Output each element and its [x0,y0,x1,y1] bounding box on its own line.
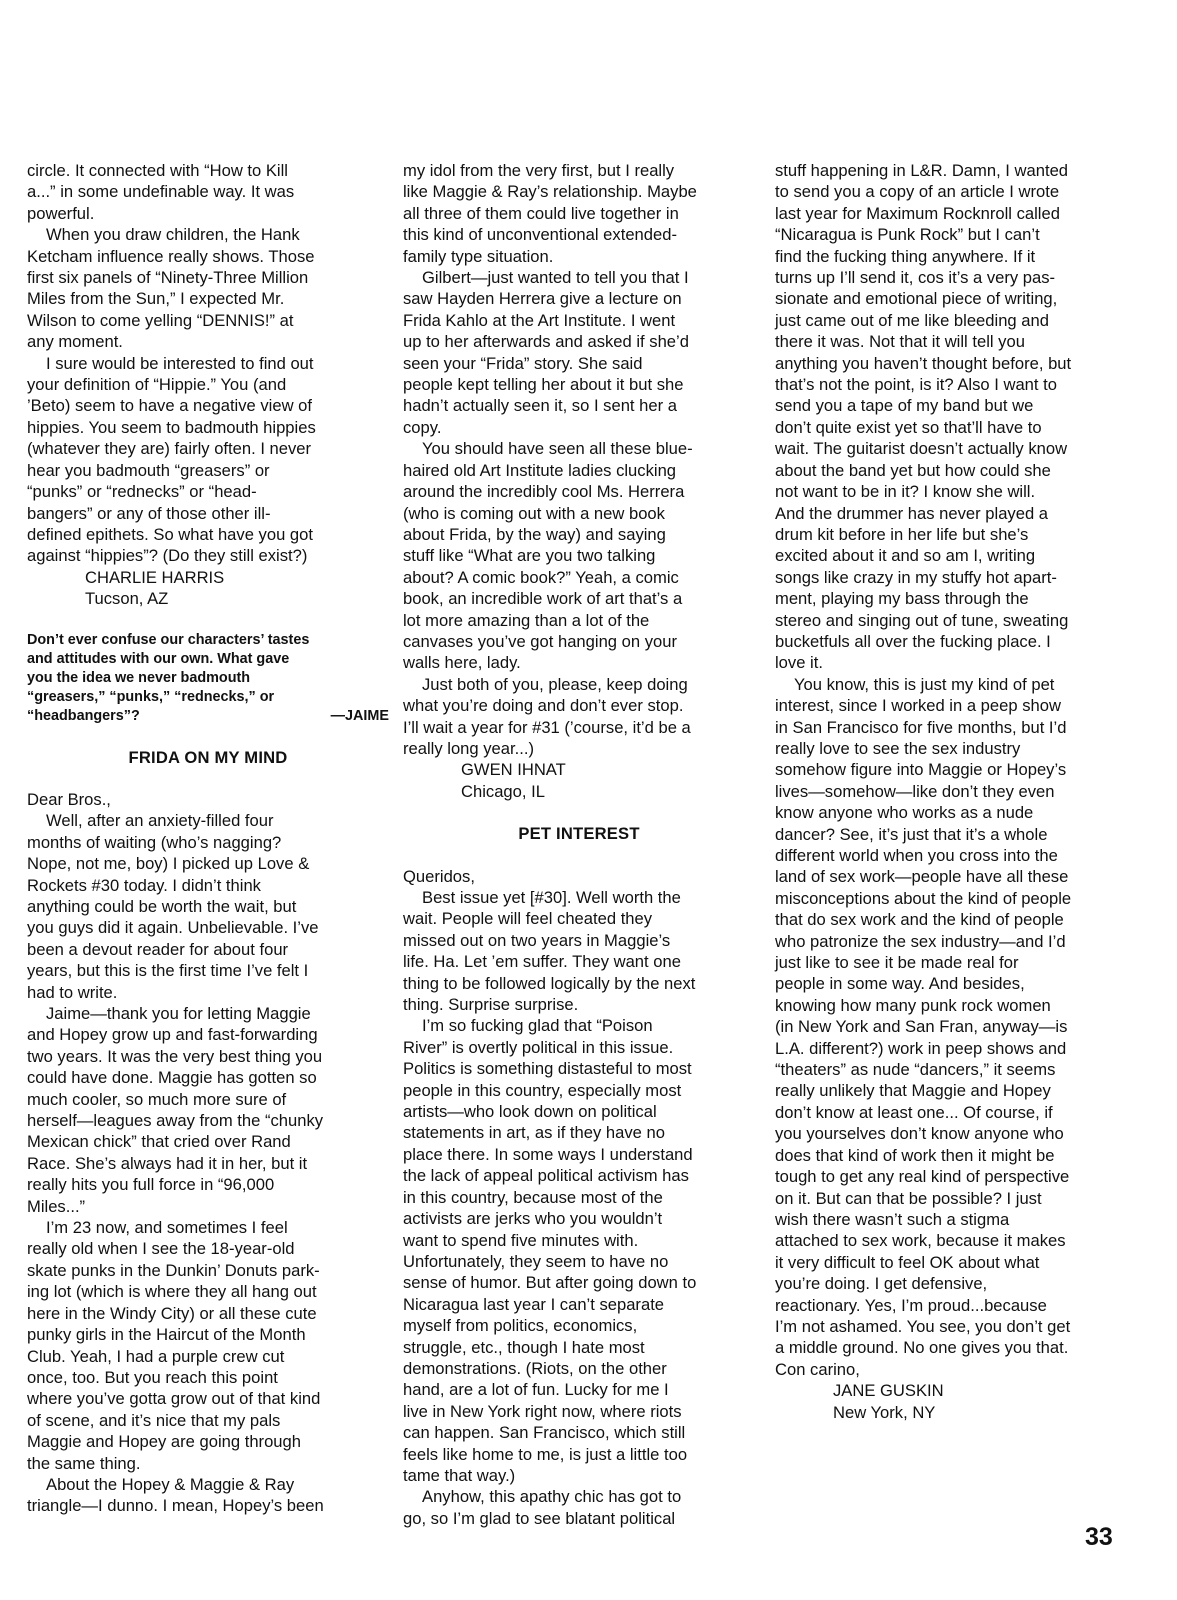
text-line: two years. It was the very best thing you [27,1046,323,1066]
text-line: the lack of appeal political activism has [403,1166,689,1186]
text-line: I’m so fucking glad that “Poison [422,1016,653,1036]
text-line: sense of humor. But after going down to [403,1273,697,1293]
text-line: (who is coming out with a new book [403,503,665,523]
text-line: “theaters” as nude “dancers,” it seems [775,1060,1056,1080]
text-line: wait. The guitarist doesn’t actually know [775,439,1068,459]
text-line: Race. She’s always had it in her, but it [27,1153,308,1173]
text-line: Ketcham influence really shows. Those [27,246,315,266]
text-line: tough to get any real kind of perspective [775,1167,1070,1187]
reply-line: “greasers,” “punks,” “rednecks,” or [27,688,275,705]
text-line: seen your “Frida” story. She said [403,353,643,373]
text-line: About the Hopey & Maggie & Ray [46,1474,295,1494]
text-line: River” is overtly political in this issue. [403,1037,674,1057]
text-line: Unfortunately, they seem to have no [403,1251,669,1271]
text-line: send you a tape of my band but we [775,396,1034,416]
text-line: book, an incredible work of art that’s a [403,589,683,609]
text-line: once, too. But you reach this point [27,1367,278,1387]
text-line: against “hippies”? (Do they still exist?) [27,546,308,566]
text-line: I’m not ashamed. You see, you don’t get [775,1316,1071,1336]
text-line: artists—who look down on political [403,1102,657,1122]
letter-pet-interest-continued [775,160,1133,1380]
text-line: I’m 23 now, and sometimes I feel [46,1218,288,1238]
text-line: interest, since I worked in a peep show [775,696,1061,716]
text-line: activists are jerks who you wouldn’t [403,1209,663,1229]
text-line: Queridos, [403,866,475,886]
signature-location: Tucson, AZ [85,589,169,609]
signature-name: CHARLIE HARRIS [85,567,225,587]
text-line: a middle ground. No one gives you that. [775,1338,1069,1358]
text-line: like Maggie & Ray’s relationship. Maybe [403,182,697,202]
text-line: want to spend five minutes with. [403,1230,639,1250]
text-line: I sure would be interested to find out [46,353,314,373]
text-line: knowing how many punk rock women [775,995,1051,1015]
text-line: really old when I see the 18-year-old [27,1239,295,1259]
text-line: that do sex work and the kind of people [775,910,1064,930]
text-line: here in the Windy City) or all these cute [27,1303,317,1323]
text-line: it very difficult to feel OK about what [775,1252,1040,1272]
text-line: last year for Maximum Rocknroll called [775,203,1060,223]
text-line: land of sex work—people have all these [775,867,1069,887]
text-line: Maggie and Hopey are going through [27,1432,301,1452]
text-line: different world when you cross into the [775,846,1058,865]
text-line: Just both of you, please, keep doing [422,674,688,694]
text-line: wish there wasn’t such a stigma [775,1209,1010,1229]
text-line: L.A. different?) work in peep shows and [775,1038,1067,1058]
text-line: you guys did it again. Unbelievable. I’ve [27,918,319,938]
text-line: to send you a copy of an article I wrote [775,182,1060,202]
text-line: (in New York and San Fran, anyway—is [775,1017,1068,1037]
text-line: powerful. [27,203,95,223]
text-line: about the band yet but how could she [775,460,1051,480]
letter-charlie-harris-body [27,160,389,567]
text-line: reactionary. Yes, I’m proud...because [775,1295,1047,1315]
section-heading-frida: FRIDA ON MY MIND [128,747,288,767]
text-line: feels like home to me, is just a little too [403,1444,688,1464]
text-line: Miles...” [27,1196,86,1216]
text-line: can happen. San Francisco, which still [403,1423,686,1443]
text-line: does that kind of work then it might be [775,1145,1055,1165]
reply-line: and attitudes with our own. What gave [27,650,290,667]
text-line: years, but this is the first time I’ve felt I [27,961,309,981]
text-line: people in this country, especially most [403,1080,682,1100]
text-line: could have done. Maggie has gotten so [27,1068,317,1088]
text-line: know anyone who works as a nude [775,803,1034,823]
text-line: stereo and singing out of tune, sweating [775,610,1069,630]
text-line: ’Beto) seem to have a negative view of [27,396,313,416]
text-line: attached to sex work, because it makes [775,1231,1066,1251]
column-1 [27,160,389,1517]
text-line: family type situation. [403,246,554,266]
reply-signature: —JAIME [330,707,389,724]
text-line: what you’re doing and don’t ever stop. [403,696,684,716]
text-line: people in some way. And besides, [775,974,1025,994]
text-line: sionate and emotional piece of writing, [775,289,1058,309]
text-line: stuff happening in L&R. Damn, I wanted [775,161,1069,180]
text-line: been a devout reader for about four [27,939,289,959]
text-line: herself—leagues away from the “chunky [27,1111,324,1131]
text-line: in San Francisco for five months, but I’d [775,717,1067,737]
text-line: thing. Surprise surprise. [403,995,579,1015]
text-line: really long year...) [403,738,534,758]
reply-line: “headbangers”? —JAIME [27,707,389,724]
text-line: much cooler, so much more sure of [27,1089,287,1109]
text-line: really unlikely that Maggie and Hopey [775,1081,1051,1101]
text-line: up to her afterwards and asked if she’d [403,332,689,352]
text-line: hand, are a lot of fun. Lucky for me I [403,1380,669,1400]
text-line: not want to be in it? I know she will. [775,482,1036,502]
text-line: people kept telling her about it but she [403,375,684,395]
text-line: Politics is something distasteful to most [403,1059,692,1079]
text-line: And the drummer has never played a [775,503,1049,523]
text-line: wait. People will feel cheated they [403,909,653,929]
text-line: (whatever they are) fairly often. I never [27,439,312,459]
text-line: defined epithets. So what have you got [27,524,313,544]
text-line: haired old Art Institute ladies clucking [403,460,677,480]
text-line: about? A comic book?” Yeah, a comic [403,567,679,587]
text-line: thing to be followed logically by the next [403,973,696,993]
text-line: really hits you full force in “96,000 [27,1175,275,1195]
text-line: on it. But can that be possible? I just [775,1188,1042,1208]
text-line: anything could be worth the wait, but [27,896,297,916]
text-line: copy. [403,417,442,437]
text-line: Well, after an anxiety-filled four [46,811,274,831]
text-line: Rockets #30 today. I didn’t think [27,875,261,895]
text-line: place there. In some ways I understand [403,1144,693,1164]
text-line: walls here, lady. [403,653,521,673]
reply-line: you the idea we never badmouth [27,669,251,686]
text-line: Nicaragua last year I can’t separate [403,1294,665,1314]
column-3 [775,160,1133,1423]
text-line: just like to see it be made real for [775,953,1019,973]
text-line: and Hopey grow up and fast-forwarding [27,1025,318,1045]
text-line: “punks” or “rednecks” or “head- [27,482,257,502]
text-line: Frida Kahlo at the Art Institute. I went [403,310,676,330]
letter-frida-body [27,789,389,1517]
text-line: drum kit before in her life but she’s [775,524,1029,544]
text-line: Mexican chick” that cried over Rand [27,1132,291,1152]
text-line: You should have seen all these blue- [422,439,693,459]
text-line: canvases you’ve got hanging on your [403,631,677,651]
text-line: hippies. You seem to badmouth hippies [27,417,316,437]
text-line: Nope, not me, boy) I picked up Love & [27,854,310,874]
text-line: your definition of “Hippie.” You (and [27,375,287,395]
text-line: the same thing. [27,1453,141,1473]
text-line: turns up I’ll send it, cos it’s a very pas- [775,268,1056,288]
text-line: this kind of unconventional extended- [403,225,677,245]
text-line: bucketfuls all over the fucking place. I [775,631,1051,651]
text-line: first six panels of “Ninety-Three Million [27,268,309,288]
text-line: lot more amazing than a lot of the [403,610,650,630]
text-line: of scene, and it’s nice that my pals [27,1410,281,1430]
text-line: songs like crazy in my stuffy hot apart- [775,567,1057,587]
text-line: love it. [775,653,823,673]
text-line: really love to see the sex industry [775,738,1021,758]
text-line: Miles from the Sun,” I expected Mr. [27,289,285,309]
text-line: ing lot (which is where they all hang out [27,1282,317,1302]
text-line: ment, playing my bass through the [775,589,1029,609]
text-line: bangers” or any of those other ill- [27,503,271,523]
text-line: anything you haven’t thought before, but [775,353,1072,373]
text-line: Best issue yet [#30]. Well worth the [422,888,681,907]
column-2 [403,160,755,1529]
text-line: you’re doing. I get defensive, [775,1274,988,1294]
text-line: myself from politics, economics, [403,1316,638,1336]
text-line: Gilbert—just wanted to tell you that I [422,268,689,288]
signature-location: New York, NY [833,1402,936,1422]
text-line: I’ll wait a year for #31 (’course, it’d be a [403,717,691,737]
text-line: a...” in some undefinable way. It was [27,182,295,202]
text-line: who patronize the sex industry—and I’d [775,931,1066,951]
text-line: there it was. Not that it will tell you [775,332,1025,352]
reply-line: Don’t ever confuse our characters’ tastes [27,631,310,648]
text-line: Dear Bros., [27,789,111,809]
text-line: stuff like “What are you two talking [403,546,656,566]
text-line: saw Hayden Herrera give a lecture on [403,289,682,309]
text-line: punky girls in the Haircut of the Month [27,1325,306,1345]
text-line: misconceptions about the kind of people [775,888,1072,908]
text-line: that’s not the point, is it? Also I want to [775,375,1057,395]
text-line: Con carino, [775,1359,860,1379]
text-line: missed out on two years in Maggie’s [403,930,671,950]
text-line: any moment. [27,332,123,352]
text-line: triangle—I dunno. I mean, Hopey’s been [27,1496,324,1516]
text-line: all three of them could live together in [403,203,679,223]
text-line: don’t know at least one... Of course, if [775,1102,1053,1122]
text-line: go, so I’m glad to see blatant political [403,1508,676,1528]
text-line: When you draw children, the Hank [46,225,300,245]
text-line: find the fucking thing anywhere. If it [775,246,1036,266]
text-line: hadn’t actually seen it, so I sent her a [403,396,677,416]
text-line: Club. Yeah, I had a purple crew cut [27,1346,285,1366]
text-line: live in New York right now, where riots [403,1401,682,1421]
text-line: skate punks in the Dunkin’ Donuts park- [27,1260,320,1280]
signature-name: GWEN IHNAT [461,760,566,780]
text-line: in this country, because most of the [403,1187,663,1207]
text-line: lives—somehow—like don’t they even [775,781,1055,801]
text-line: hear you badmouth “greasers” or [27,460,270,480]
text-line: somehow figure into Maggie or Hopey’s [775,760,1067,780]
text-line: “Nicaragua is Punk Rock” but I can’t [775,225,1040,245]
text-line: You know, this is just my kind of pet [794,674,1055,694]
text-line: excited about it and so am I, writing [775,546,1036,566]
text-line: months of waiting (who’s nagging? [27,832,282,852]
signature-name: JANE GUSKIN [833,1381,944,1401]
text-line: you yourselves don’t know anyone who [775,1124,1064,1144]
text-line: about Frida, by the way) and saying [403,524,666,544]
text-line: just came out of me like bleeding and [775,310,1049,330]
text-line: demonstrations. (Riots, on the other [403,1358,667,1378]
editor-reply [27,631,389,726]
text-line: Wilson to come yelling “DENNIS!” at [27,310,294,330]
section-heading-pet-interest: PET INTEREST [518,824,640,844]
text-line: circle. It connected with “How to Kill [27,161,288,180]
text-line: tame that way.) [403,1465,516,1485]
text-line: around the incredibly cool Ms. Herrera [403,482,685,502]
letter-pet-interest-body [403,866,755,1530]
text-line: dancer? See, it’s just that it’s a whole [775,824,1048,844]
text-line: struggle, etc., though I hate most [403,1337,645,1357]
page-number: 33 [1085,1523,1113,1551]
text-line: my idol from the very first, but I really [403,161,675,180]
text-line: life. Ha. Let ’em suffer. They want one [403,952,681,972]
text-line: don’t quite exist yet so that’ll have to [775,417,1042,437]
letter-frida-continued [403,160,755,759]
text-line: Jaime—thank you for letting Maggie [46,1004,311,1023]
text-line: where you’ve gotta grow out of that kind [27,1389,321,1409]
text-line: Anyhow, this apathy chic has got to [422,1487,682,1507]
text-line: had to write. [27,982,118,1002]
text-line: statements in art, as if they have no [403,1123,665,1143]
signature-location: Chicago, IL [461,781,545,801]
